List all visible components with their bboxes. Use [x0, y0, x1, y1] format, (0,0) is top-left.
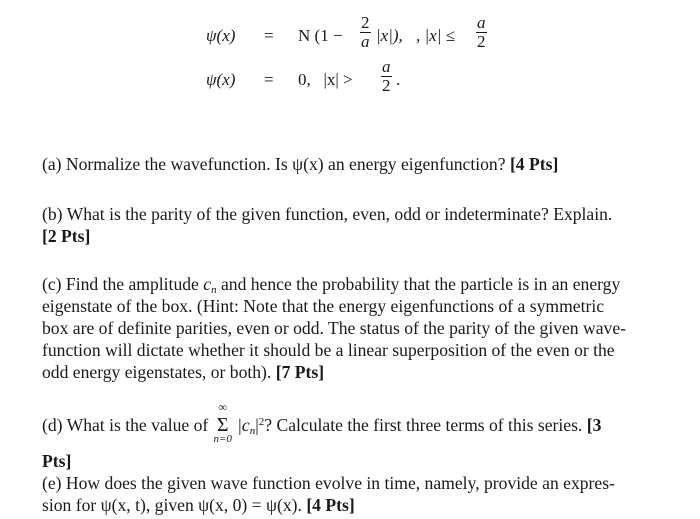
equation-row-1 [0, 14, 700, 62]
eq2-lhs: ψ(x) [206, 70, 236, 89]
eq2-frac-num: a [382, 57, 391, 76]
question-d-points-b: Pts] [42, 451, 72, 471]
eq1-cond-num: a [477, 13, 486, 32]
question-b-points: [2 Pts] [42, 226, 91, 246]
question-a-text: (a) Normalize the wavefunction. Is ψ(x) an energy eigenfunction? [42, 154, 506, 174]
sum-upper-limit: ∞ [218, 400, 227, 414]
question-a [42, 153, 662, 175]
question-c-text-2: eigenstate of the box. (Hint: Note that the energy eigenfunctions of a symmetric [42, 296, 605, 316]
sum-sigma: Σ [216, 414, 229, 436]
eq1-cond-fraction [474, 14, 489, 51]
question-d-cont [42, 450, 662, 472]
question-c-text-4: function will dictate whether it should be a linear superposition of the even or the [42, 340, 615, 360]
sum-term-sub: n [249, 425, 256, 437]
question-c-text-1a: (c) Find the amplitude [42, 274, 204, 294]
question-d [42, 400, 662, 445]
question-b [42, 203, 662, 247]
question-c-points: [7 Pts] [275, 362, 325, 382]
question-d-points-a: [3 [586, 415, 602, 435]
eq1-equals: = [264, 26, 274, 45]
question-e [42, 472, 662, 516]
question-c-var-sub: n [211, 284, 217, 296]
sum-term-close: | [255, 415, 259, 435]
eq2-equals: = [264, 70, 274, 89]
eq1-cond-den: 2 [477, 31, 486, 51]
eq1-rhs-prefix: N (1 − [298, 26, 343, 45]
eq1-frac-den: a [361, 31, 370, 51]
question-c [42, 273, 662, 383]
sum-term: |c [237, 415, 250, 435]
sum-term-sup: 2 [258, 416, 265, 428]
question-b-text: (b) What is the parity of the given function, even, odd or indeterminate? Explain. [42, 204, 613, 224]
eq1-condition: , |x| ≤ [416, 26, 455, 45]
question-d-suffix: ? Calculate the first three terms of this series. [264, 415, 583, 435]
question-e-points: [4 Pts] [306, 495, 355, 515]
sum-lower-limit: n=0 [213, 433, 232, 445]
question-c-text-1b: and hence the probability that the particle is in an energy [216, 274, 621, 294]
eq1-lhs: ψ(x) [206, 26, 236, 45]
eq1-fraction [358, 14, 373, 51]
question-d-prefix: (d) What is the value of [42, 415, 209, 435]
eq2-frac-den: 2 [382, 75, 391, 95]
question-a-points: [4 Pts] [509, 154, 559, 174]
eq2-rhs: 0, |x| > [298, 70, 353, 89]
eq1-frac-num: 2 [361, 13, 370, 32]
question-e-text-2: sion for ψ(x, t), given ψ(x, 0) = ψ(x). [42, 495, 302, 515]
eq2-fraction [379, 58, 394, 95]
question-c-text-3: box are of definite parities, even or odd. The status of the parity of the given wave- [42, 318, 626, 338]
question-e-text-1: (e) How does the given wave function evolve in time, namely, provide an expres- [42, 473, 615, 493]
eq1-rhs-suffix: |x|), [376, 26, 403, 45]
eq2-tail: . [396, 70, 401, 89]
question-c-text-5: odd energy eigenstates, or both). [42, 362, 272, 382]
summation-symbol [213, 400, 233, 445]
equation-row-2 [0, 58, 700, 102]
question-c-var: c [203, 274, 212, 294]
